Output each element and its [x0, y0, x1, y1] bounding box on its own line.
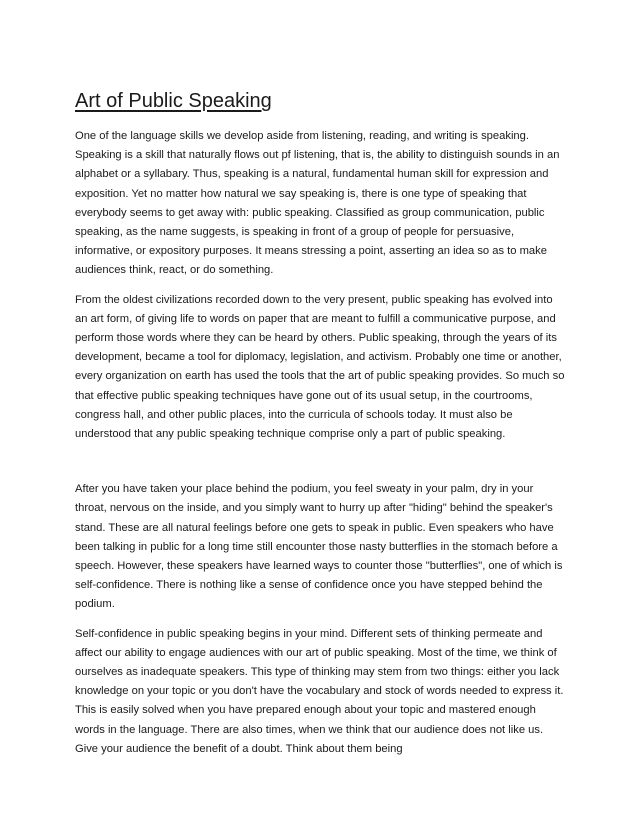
document-title: Art of Public Speaking — [75, 90, 272, 112]
section-spacer — [75, 454, 565, 480]
paragraph-podium: After you have taken your place behind the podium, you feel sweaty in your palm, dry in your throat, nervous on the inside, and you simply want to hurry up after "hiding" behind the speaker's stand. These are all natural feelings before one gets to speak in public. Even speakers who have been talking in public for a long time still encounter those nasty butterflies in the stomach before a speech. However, these speakers have learned ways to counter those "butterflies", one of which is self-confidence. There is nothing like a sense of confidence once you have stepped behind the podium. — [75, 483, 563, 611]
paragraph-history: From the oldest civilizations recorded down to the very present, public speaking has evolved into an art form, of giving life to words on paper that are meant to fulfill a communicative purpose, and perform those words where they can be heard by others. Public speaking, through the years of its development, became a tool for diplomacy, legislation, and activism. Probably one time or another, every organization on earth has used the tools that the art of public speaking provides. So much so that effective public speaking techniques have gone out of its usual setup, in the courtrooms, congress hall, and other public places, into the curricula of schools today. It must also be understood that any public speaking technique comprise only a part of public speaking. — [75, 293, 565, 441]
document-page — [75, 88, 565, 769]
paragraph-intro: One of the language skills we develop aside from listening, reading, and writing is speaking. Speaking is a skill that naturally flows out pf listening, that is, the ability to distinguish sounds in an alphabet or a syllabary. Thus, speaking is a natural, fundamental human skill for expression and exposition. Yet no matter how natural we say speaking is, there is one type of speaking that everybody seems to get away with: public speaking. Classified as group communication, public speaking, as the name suggests, is speaking in front of a group of people for persuasive, informative, or expository purposes. It means stressing a point, asserting an idea so as to make audiences think, react, or do something. — [75, 130, 560, 277]
paragraph-self-confidence: Self-confidence in public speaking begins in your mind. Different sets of thinking permeate and affect our ability to engage audiences with our art of public speaking. Most of the time, we think of ourselves as inadequate speakers. This type of thinking may stem from two things: either you lack knowledge on your topic or you don't have the vocabulary and stock of words needed to express it. This is easily solved when you have prepared enough about your topic and mastered enough words in the language. There are also times, when we think that our audience does not like us. Give your audience the benefit of a doubt. Think about them being — [75, 627, 564, 755]
